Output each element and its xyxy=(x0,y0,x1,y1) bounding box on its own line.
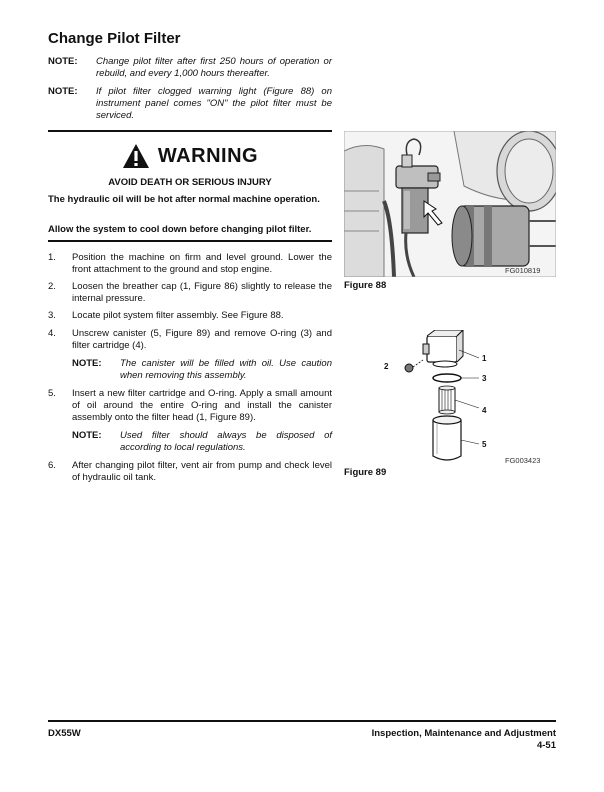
step-text: Position the machine on firm and level ground. Lower the front attachment to the ground and stop engine. xyxy=(72,252,332,275)
figure-89-diagram xyxy=(375,330,495,465)
figure-88-code: FG010819 xyxy=(505,266,541,275)
figure-88-caption: Figure 88 xyxy=(344,280,387,291)
page-title: Change Pilot Filter xyxy=(48,30,181,47)
note-text: If pilot filter clogged warning light (Figure 88) on instrument panel comes "ON" the pilot filter must be serviced. xyxy=(96,86,332,121)
step-3 xyxy=(48,310,332,322)
footer-model: DX55W xyxy=(48,728,81,739)
warning-paragraph-1: The hydraulic oil will be hot after normal machine operation. xyxy=(48,194,320,205)
callout-2: 2 xyxy=(384,362,389,371)
note-text: Used filter should always be disposed of according to local regulations. xyxy=(120,430,332,453)
note-text: Change pilot filter after first 250 hours of operation or rebuild, and every 1,000 hours thereafter. xyxy=(96,56,332,79)
figure-89-caption: Figure 89 xyxy=(344,467,387,478)
footer-rule xyxy=(48,720,556,722)
warning-top-rule xyxy=(48,130,332,132)
step-1 xyxy=(48,252,332,276)
note-1 xyxy=(48,56,332,80)
step-text: Locate pilot system filter assembly. See Figure 88. xyxy=(72,310,284,321)
step-5 xyxy=(48,388,332,424)
step-text: Unscrew canister (5, Figure 89) and remove O-ring (3) and filter cartridge (4). xyxy=(72,328,332,351)
filter-exploded-diagram xyxy=(375,330,495,465)
note-2 xyxy=(48,86,332,122)
pilot-filter-photo xyxy=(344,131,556,277)
step-number: 5. xyxy=(48,388,56,399)
note-label: NOTE: xyxy=(72,358,102,369)
step-text: Loosen the breather cap (1, Figure 86) slightly to release the internal pressure. xyxy=(72,281,332,304)
footer-section: Inspection, Maintenance and Adjustment xyxy=(371,728,556,739)
step-number: 2. xyxy=(48,281,56,292)
callout-4: 4 xyxy=(482,406,487,415)
step-number: 1. xyxy=(48,252,56,263)
note-label: NOTE: xyxy=(72,430,102,441)
step-number: 3. xyxy=(48,310,56,321)
step-2 xyxy=(48,281,332,305)
step-note-1 xyxy=(72,358,332,382)
footer-page-number: 4-51 xyxy=(536,740,556,751)
callout-1: 1 xyxy=(482,354,487,363)
step-4 xyxy=(48,328,332,352)
warning-subtitle: AVOID DEATH OR SERIOUS INJURY xyxy=(108,177,272,188)
warning-header xyxy=(48,141,332,171)
warning-title: WARNING xyxy=(157,144,259,167)
step-number: 4. xyxy=(48,328,56,339)
footer-info xyxy=(372,728,556,752)
note-label: NOTE: xyxy=(48,56,78,67)
note-label: NOTE: xyxy=(48,86,78,97)
note-text: The canister will be filled with oil. Use caution when removing this assembly. xyxy=(120,358,332,381)
step-6 xyxy=(48,460,332,484)
warning-triangle-icon xyxy=(122,143,150,169)
figure-89-code: FG003423 xyxy=(505,456,541,465)
step-text: Insert a new filter cartridge and O-ring. Apply a small amount of oil around the entire O-ring and install the canister assembly onto the filter head (1, Figure 89). xyxy=(72,388,332,423)
step-note-2 xyxy=(72,430,332,454)
step-number: 6. xyxy=(48,460,56,471)
callout-5: 5 xyxy=(482,440,487,449)
callout-3: 3 xyxy=(482,374,487,383)
warning-paragraph-2: Allow the system to cool down before changing pilot filter. xyxy=(48,224,312,235)
step-text: After changing pilot filter, vent air from pump and check level of hydraulic oil tank. xyxy=(72,460,332,483)
figure-88-image xyxy=(344,131,556,277)
warning-bottom-rule xyxy=(48,240,332,242)
